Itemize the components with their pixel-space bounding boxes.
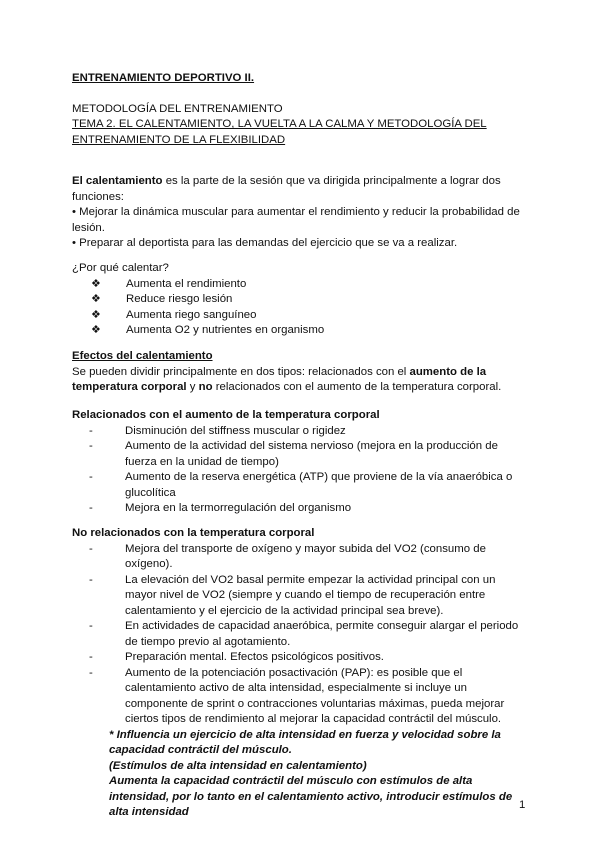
unrelated-item-text: Aumento de la potenciación posactivación (PAP): es posible que el calentamiento activo de alta intensidad, especialmente si incluye un componente de sprint o contracciones voluntarias máximas, pueda mejorar ciertos tipos de rendimiento al mejorar la capacidad contráctil del músculo. <box>125 666 505 725</box>
topic-heading <box>72 117 492 148</box>
related-heading: Relacionados con el aumento de la temperatura corporal <box>72 409 380 421</box>
diamond-bullet-icon: ❖ <box>91 308 101 321</box>
dash-bullet: - <box>89 573 93 586</box>
list-item <box>89 542 522 573</box>
effects-intro-c: y <box>186 381 199 393</box>
warmup-function-1: • Mejorar la dinámica muscular para aumentar el rendimiento y reducir la probabilidad de lesión. <box>72 206 520 234</box>
list-item <box>89 650 522 666</box>
list-item <box>89 666 522 728</box>
list-item <box>89 573 522 620</box>
subtitle-text: METODOLOGÍA DEL ENTRENAMIENTO <box>72 103 283 115</box>
related-item-text: Disminución del stiffness muscular o rigidez <box>125 424 346 437</box>
dash-bullet: - <box>89 424 93 437</box>
related-list <box>72 424 522 517</box>
effects-heading: Efectos del calentamiento <box>72 350 213 362</box>
diamond-bullet-icon: ❖ <box>91 277 101 290</box>
related-item-text: Mejora en la termorregulación del organismo <box>125 502 352 514</box>
dash-bullet: - <box>89 651 93 663</box>
list-item <box>89 470 522 501</box>
pap-note-1: * Influencia un ejercicio de alta intensidad en fuerza y velocidad sobre la capacidad contráctil del músculo. <box>109 728 501 756</box>
list-item <box>89 501 522 517</box>
title-text: ENTRENAMIENTO DEPORTIVO II. <box>72 72 255 84</box>
why-item-text: Aumenta riego sanguíneo <box>126 308 257 321</box>
dash-bullet: - <box>89 620 93 632</box>
why-item-text: Aumenta O2 y nutrientes en organismo <box>126 324 325 336</box>
warmup-term: El calentamiento <box>72 175 163 187</box>
unrelated-heading: No relacionados con la temperatura corporal <box>72 527 315 539</box>
dash-bullet: - <box>89 502 93 514</box>
diamond-bullet-icon: ❖ <box>91 324 101 336</box>
pap-note-2: (Estímulos de alta intensidad en calentamiento) <box>109 759 367 772</box>
list-item <box>89 424 522 440</box>
list-item <box>91 277 522 293</box>
list-item <box>91 323 522 339</box>
list-item <box>89 439 522 470</box>
effects-intro-e: relacionados con el aumento de la temperatura corporal. <box>212 381 502 393</box>
why-item-text: Reduce riesgo lesión <box>126 293 233 305</box>
warmup-definition <box>72 174 522 252</box>
dash-bullet: - <box>89 440 93 452</box>
related-section <box>72 408 522 517</box>
why-question: ¿Por qué calentar? <box>72 262 169 274</box>
warmup-function-2: • Preparar al deportista para las demandas del ejercicio que se va a realizar. <box>72 237 458 249</box>
pap-note-3: Aumenta la capacidad contráctil del músculo con estímulos de alta intensidad, por lo tanto en el calentamiento activo, introducir estímulos de alta intensidad <box>109 775 513 818</box>
dash-bullet: - <box>89 542 93 555</box>
page-number: 1 <box>519 799 526 811</box>
topic-text: TEMA 2. EL CALENTAMIENTO, LA VUELTA A LA CALMA Y METODOLOGÍA DEL ENTRENAMIENTO DE LA FLEXIBILIDAD <box>72 118 487 146</box>
effects-intro-a: Se pueden dividir principalmente en dos tipos: relacionados con el <box>72 365 410 378</box>
dash-bullet: - <box>89 471 93 483</box>
list-item <box>89 619 522 650</box>
unrelated-section <box>72 526 522 821</box>
unrelated-list <box>72 542 522 728</box>
why-list <box>72 277 522 339</box>
effects-section <box>72 349 522 396</box>
warmup-paragraph <box>72 174 522 205</box>
why-section <box>72 261 522 339</box>
unrelated-item-text: Preparación mental. Efectos psicológicos positivos. <box>125 651 384 663</box>
unrelated-item-text: En actividades de capacidad anaeróbica, permite conseguir alargar el periodo de tiempo previo al agotamiento. <box>125 620 519 648</box>
diamond-bullet-icon: ❖ <box>91 293 101 305</box>
unrelated-item-text: La elevación del VO2 basal permite empezar la actividad principal con un mayor nivel de VO2 (siempre y cuando el tiempo de recuperación entre calentamiento y el ejercicio de la actividad principal sea breve). <box>125 573 496 617</box>
related-item-text: Aumento de la reserva energética (ATP) que proviene de la vía anaeróbica o glucolítica <box>125 471 513 499</box>
document-title <box>72 71 522 87</box>
unrelated-item-text: Mejora del transporte de oxígeno y mayor subida del VO2 (consumo de oxígeno). <box>125 542 486 570</box>
pap-notes <box>72 728 522 821</box>
effects-intro <box>72 365 522 396</box>
effects-intro-b: aumento de la temperatura corporal <box>72 365 487 393</box>
document-subtitle <box>72 102 522 118</box>
list-item <box>91 292 522 308</box>
dash-bullet: - <box>89 666 93 679</box>
warmup-definition-text: es la parte de la sesión que va dirigida principalmente a lograr dos funciones: <box>72 175 501 203</box>
effects-intro-d: no <box>198 381 213 393</box>
related-item-text: Aumento de la actividad del sistema nervioso (mejora en la producción de fuerza en la unidad de tiempo) <box>125 440 498 468</box>
list-item <box>91 308 522 324</box>
why-item-text: Aumenta el rendimiento <box>126 277 247 290</box>
